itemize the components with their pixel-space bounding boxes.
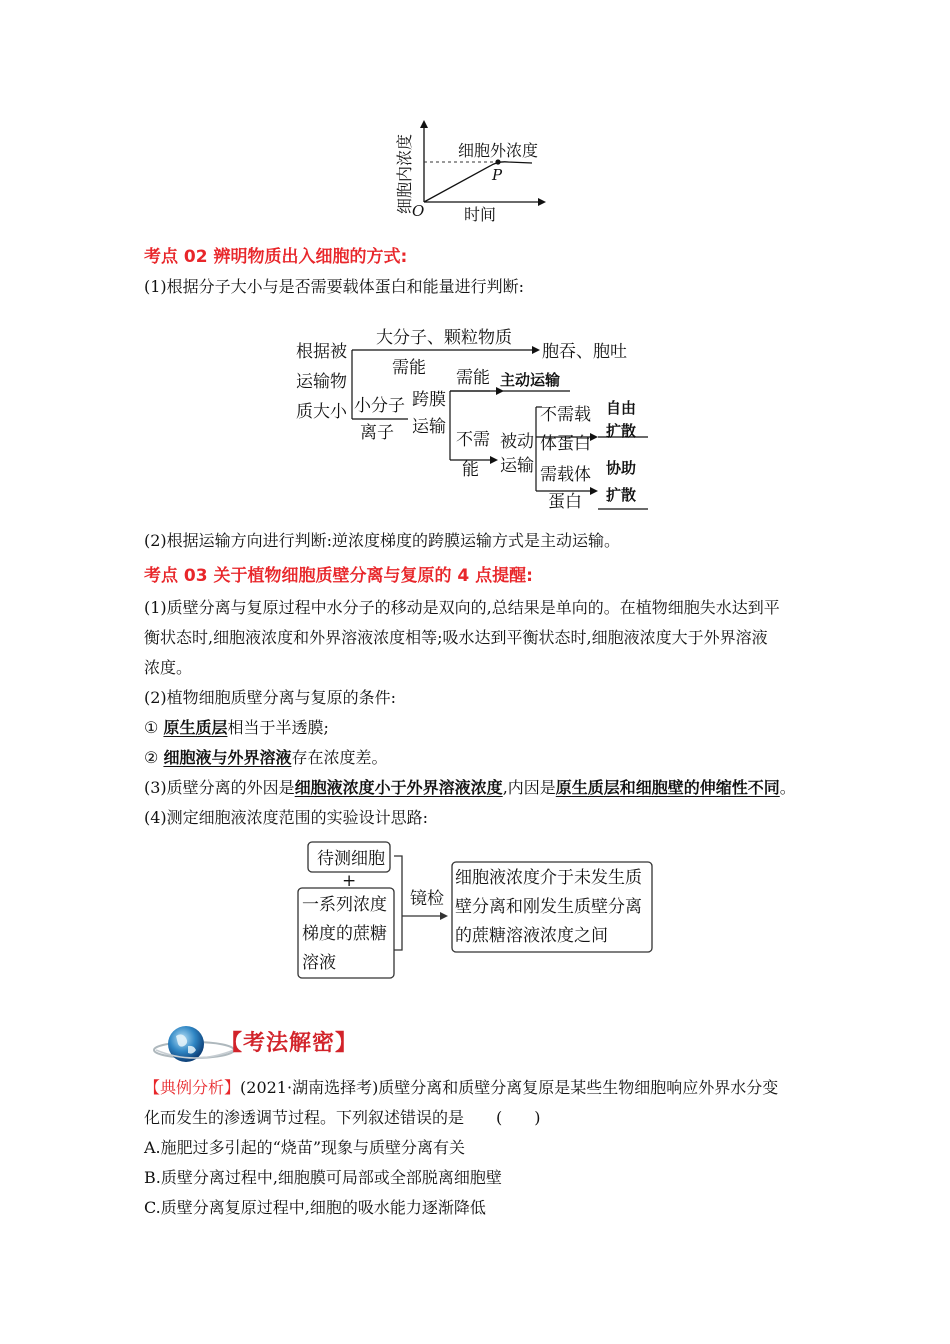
condition-2 [144,743,814,773]
p3-text-a: (3)质壁分离的外因是 [144,778,295,797]
svg-text:质大小: 质大小 [296,402,347,422]
condition-1-rest: 相当于半透膜; [227,718,329,737]
graph-curve [424,162,532,202]
section-03-p4: (4)测定细胞液浓度范围的实验设计思路: [144,808,429,827]
flow-solutions-l1: 一系列浓度 [302,895,387,915]
tree-large-need-energy: 需能 [392,358,426,378]
transport-tree-diagram [290,325,660,525]
condition-1-number: ① [144,718,159,737]
tree-ions: 离子 [360,423,394,443]
section-03-p1-line2: 衡状态时,细胞液浓度和外界溶液浓度相等;吸水达到平衡状态时,细胞液浓度大于外界溶液 [144,628,768,647]
tree-transport: 运输 [412,417,446,437]
condition-2-key: 细胞液与外界溶液 [163,748,292,767]
option-b: B.质壁分离过程中,细胞膜可局部或全部脱离细胞壁 [144,1168,502,1187]
section-02-p2: (2)根据运输方向进行判断:逆浓度梯度的跨膜运输方式是主动运输。 [144,531,621,550]
section-03-p2: (2)植物细胞质壁分离与复原的条件: [144,688,397,707]
graph-point-label: P [492,166,503,184]
section-02-heading: 考点 02 辨明物质出入细胞的方式: [144,247,408,267]
tree-free-diffusion-2: 扩散 [606,422,637,440]
example-text-1: (2021·湖南选择考)质壁分离和质壁分离复原是某些生物细胞响应外界水分变 [240,1078,779,1097]
tree-active-transport: 主动运输 [500,371,561,389]
flow-arrow-head [440,912,448,920]
exam-method-banner [150,1020,380,1070]
experiment-flow-diagram [296,838,656,983]
example-line1 [144,1073,778,1103]
section-03-p3 [144,773,814,803]
tree-need-carrier: 需载体 [540,465,591,485]
flow-microscopy-label: 镜检 [410,889,444,909]
flow-cells-label: 待测细胞 [317,849,385,869]
tree-need-energy: 需能 [456,368,490,388]
tree-endo-exocytosis: 胞吞、胞吐 [542,342,627,362]
p3-external-cause: 细胞液浓度小于外界溶液浓度 [294,778,503,797]
svg-text:根据被: 根据被 [296,342,347,362]
example-line2: 化而发生的渗透调节过程。下列叙述错误的是 ( ) [144,1108,541,1127]
tree-large-molecules: 大分子、颗粒物质 [376,328,512,348]
graph-x-label: 时间 [464,205,497,224]
option-c: C.质壁分离复原过程中,细胞的吸水能力逐渐降低 [144,1198,486,1217]
graph-point-p [495,159,500,164]
tree-transmembrane: 跨膜 [412,390,446,410]
p3-text-c: 。 [779,778,796,797]
banner-title: 【考法解密】 [220,1031,359,1056]
tree-passive: 被动 [500,432,534,452]
flow-brace [394,856,408,950]
tree-no-carrier-2: 体蛋白 [540,434,591,454]
tree-facilitated-diffusion: 协助 [606,459,637,477]
section-03-p1-line3: 浓度。 [144,658,193,677]
tree-need-carrier-2: 蛋白 [548,492,582,512]
concentration-graph [380,112,570,227]
option-a: A.施肥过多引起的“烧苗”现象与质壁分离有关 [144,1138,466,1157]
tree-no-energy: 不需 [456,430,490,450]
flow-result-l1: 细胞液浓度介于未发生质 [455,868,642,888]
p3-text-b: ,内因是 [502,778,556,797]
condition-1 [144,713,814,743]
graph-origin-label: O [412,202,425,220]
graph-y-arrow [420,120,428,128]
example-tag: 【典例分析】 [144,1078,241,1097]
graph-x-arrow [538,198,546,206]
graph-curve-label: 细胞外浓度 [458,141,539,160]
condition-2-number: ② [144,748,159,767]
section-02-p1: (1)根据分子大小与是否需要载体蛋白和能量进行判断: [144,277,525,296]
graph-y-label: 细胞内浓度 [395,133,414,214]
condition-1-key: 原生质层 [163,718,228,737]
tree-passive-2: 运输 [500,456,534,476]
svg-text:运输物: 运输物 [296,372,347,392]
p3-internal-cause: 原生质层和细胞壁的伸缩性不同 [555,778,780,797]
section-03-heading: 考点 03 关于植物细胞质壁分离与复原的 4 点提醒: [144,566,533,586]
flow-plus: + [342,871,357,891]
section-03-p1-line1: (1)质壁分离与复原过程中水分子的移动是双向的,总结果是单向的。在植物细胞失水达到平 [144,598,780,617]
flow-solutions-l3: 溶液 [302,953,336,973]
flow-result-l3: 的蔗糖溶液浓度之间 [455,926,608,946]
tree-no-carrier: 不需载 [540,405,591,425]
tree-root [296,341,348,422]
tree-free-diffusion: 自由 [606,399,637,417]
flow-result-l2: 壁分离和刚发生质壁分离 [455,897,642,917]
tree-no-energy-2: 能 [462,460,479,480]
condition-2-rest: 存在浓度差。 [291,748,388,767]
tree-small-molecules: 小分子 [354,396,405,416]
tree-facilitated-diffusion-2: 扩散 [606,486,637,504]
flow-solutions-l2: 梯度的蔗糖 [302,924,387,944]
